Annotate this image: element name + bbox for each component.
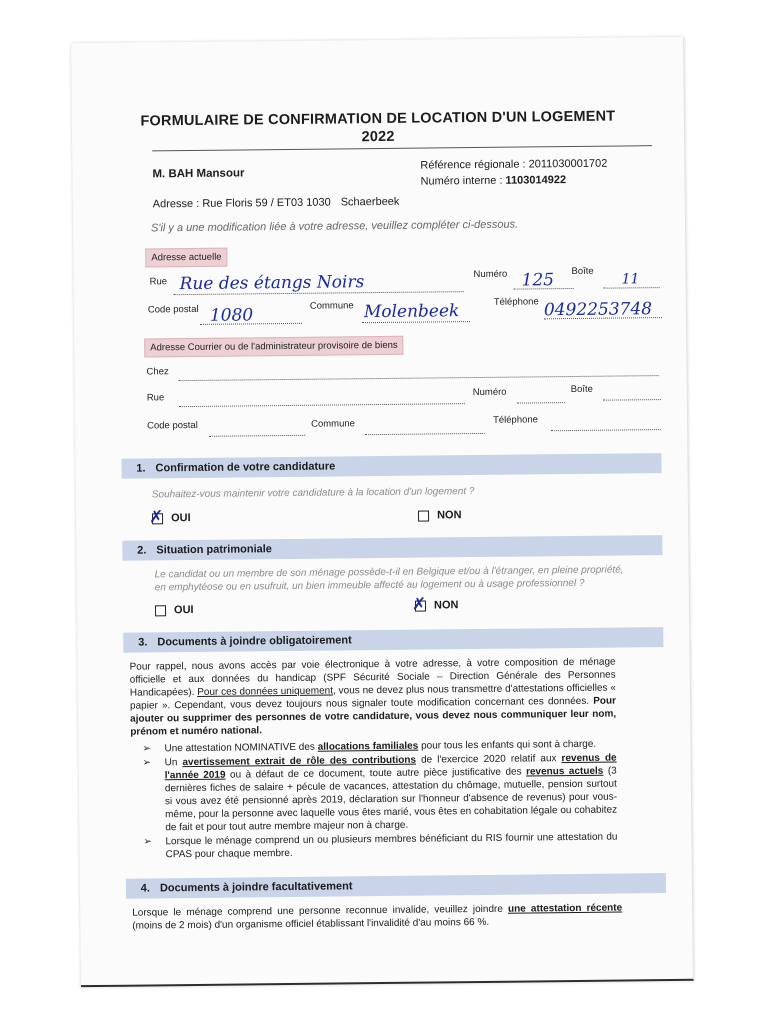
section-2-header <box>122 535 662 561</box>
arrow-bullet-icon: ➢ <box>142 757 152 769</box>
mail-commune-line[interactable] <box>365 433 485 435</box>
mail-address-box: Adresse Courrier ou de l'administrateur provisoire de biens <box>144 336 404 358</box>
section-2-question <box>155 563 655 594</box>
address-label: Adresse : <box>152 197 203 211</box>
b2-c: de l'exercice 2020 relatif aux <box>415 753 562 766</box>
section-2-non-option[interactable] <box>411 594 459 615</box>
box-number-label: Boîte <box>571 265 594 278</box>
current-address-box: Adresse actuelle <box>145 248 227 268</box>
b1-b: allocations familiales <box>317 740 419 753</box>
number-label: Numéro <box>473 268 508 281</box>
applicant-name: M. BAH Mansour <box>152 167 245 181</box>
ref-value: 2011030001702 <box>528 157 608 171</box>
s3-text-d: Pour ajouter ou supprimer des personnes de votre candidature, vous devez nous communiquer leur nom, prénom et numéro national. <box>130 695 617 738</box>
checkbox-icon[interactable] <box>411 594 427 615</box>
phone-value[interactable]: 0492253748 <box>543 299 653 321</box>
mail-phone-line[interactable] <box>551 429 661 431</box>
mail-street-label: Rue <box>146 392 165 404</box>
b2-d: revenus de l'année 2019 <box>164 752 617 782</box>
s3-text-c: , vous ne devez plus nous transmettre d'attestations officielles « papier ». Cependant, vous devez toujours nous signaler toute modification concernant ces données. <box>129 682 616 712</box>
b2-f: revenus actuels <box>525 765 604 778</box>
checkbox-icon[interactable] <box>148 506 164 528</box>
mail-postal-line[interactable] <box>209 435 305 437</box>
address-commune: Schaerbeek <box>340 195 400 209</box>
commune-label: Commune <box>309 300 354 312</box>
b1-a: Une attestation NOMINATIVE des <box>164 741 318 755</box>
s4-text-b: une attestation récente <box>507 902 623 915</box>
mail-number-label: Numéro <box>472 386 507 399</box>
b2-a: Un <box>164 757 183 769</box>
section-3-header <box>123 627 663 653</box>
section-1-number: 1. <box>136 462 146 475</box>
mail-phone-label: Téléphone <box>492 414 539 426</box>
section-2-number: 2. <box>137 544 147 557</box>
mail-number-line[interactable] <box>517 402 565 404</box>
s3-text-b: Pour ces données uniquement <box>197 685 334 698</box>
oui-label: OUI <box>173 603 194 617</box>
internal-value: 1103014922 <box>505 174 567 187</box>
b1-c: pour tous les enfants qui sont à charge. <box>418 738 597 752</box>
list-item <box>143 831 617 862</box>
section-2-question-line1: Le candidat ou un membre de son ménage possède-t-il en Belgique et/ou à l'étranger, en pleine propriété, <box>154 564 624 581</box>
mail-commune-label: Commune <box>311 418 355 430</box>
mail-box-line[interactable] <box>603 399 661 401</box>
b2-e: ou à défaut de ce document, toute autre pièce justificative des <box>225 766 527 781</box>
form-page <box>71 37 694 987</box>
section-4-paragraph <box>132 902 622 933</box>
section-2-oui-option[interactable] <box>155 604 194 616</box>
form-title-line1: FORMULAIRE DE CONFIRMATION DE LOCATION D'UN LOGEMENT <box>140 108 616 130</box>
checkbox-icon[interactable] <box>418 510 429 521</box>
section-3-title: Documents à joindre obligatoirement <box>157 634 352 649</box>
arrow-bullet-icon: ➢ <box>142 743 151 755</box>
non-label: NON <box>433 599 459 612</box>
form-title-year: 2022 <box>361 128 395 146</box>
postal-value[interactable]: 1080 <box>209 305 254 326</box>
section-4-number: 4. <box>140 882 150 895</box>
section-2-title: Situation patrimoniale <box>156 543 272 557</box>
section-4-header <box>126 873 666 899</box>
internal-label: Numéro interne : <box>420 174 506 188</box>
commune-value[interactable]: Molenbeek <box>363 301 460 323</box>
applicant-address <box>153 196 400 211</box>
section-3-number: 3. <box>138 636 148 649</box>
mail-street-line[interactable] <box>179 403 465 407</box>
chez-label: Chez <box>146 366 169 378</box>
mail-postal-label: Code postal <box>147 419 198 432</box>
b3-text: Lorsque le ménage comprend un ou plusieurs membres bénéficiant du RIS fournir une attestation du CPAS pour chaque membre. <box>165 831 618 861</box>
chez-line[interactable] <box>179 375 659 381</box>
s3-text-a: Pour rappel, nous avons accès par voie électronique à votre adresse, à votre composition de ménage officielle et aux données du handicap (SPF Sécurité Sociale – Direction Générale des Personnes Handicapées). <box>129 656 616 699</box>
postal-label: Code postal <box>147 303 199 316</box>
list-item <box>143 752 618 835</box>
reference-block <box>420 156 607 190</box>
non-label: NON <box>436 509 462 522</box>
s4-text-c: (moins de 2 mois) d'un organisme officiel établissant l'invalidité d'au moins 66 %. <box>132 916 490 932</box>
change-hint: S'il y a une modification liée à votre adresse, veuillez compléter ci-dessous. <box>150 218 519 235</box>
street-label: Rue <box>149 276 168 288</box>
oui-label: OUI <box>170 512 191 525</box>
section-3-paragraph <box>130 656 617 739</box>
street-value[interactable]: Rue des étangs Noirs <box>179 272 365 295</box>
mail-box-label: Boîte <box>570 383 593 396</box>
arrow-bullet-icon: ➢ <box>143 836 152 848</box>
section-1-oui-option[interactable] <box>148 506 191 528</box>
phone-label: Téléphone <box>493 296 539 308</box>
check-x-icon: ✗ <box>148 506 164 528</box>
number-value[interactable]: 125 <box>521 270 555 291</box>
box-number-value[interactable]: 11 <box>621 271 640 288</box>
b2-g: (3 dernières fiches de salaire + pécule de vacances, attestation du chômage, mutuelle, pension surtout si vous avez été pensionné après 2019, déclaration sur l'honneur d'absence de revenus) pour vous-même, pour la personne avec laquelle vous êtes marié, vous êtes en cohabitation légale ou cohabitez de fait et pour tout autre membre majeur non à charge. <box>164 765 618 834</box>
form-title <box>92 107 664 149</box>
checkbox-icon[interactable] <box>155 605 166 616</box>
ref-label: Référence régionale : <box>420 158 529 172</box>
address-value: Rue Floris 59 / ET03 1030 <box>202 196 331 210</box>
section-2-question-line2: en emphytéose ou en usufruit, un bien immeuble affecté au logement ou à usage professionnel ? <box>154 577 585 594</box>
section-3-bullets <box>142 738 617 863</box>
section-1-question: Souhaitez-vous maintenir votre candidature à la location d'un logement ? <box>151 486 475 501</box>
section-1-header <box>121 453 661 479</box>
section-1-title: Confirmation de votre candidature <box>155 460 336 475</box>
check-x-icon: ✗ <box>411 594 427 615</box>
b2-b: avertissement extrait de rôle des contributions <box>182 754 417 769</box>
section-1-non-option[interactable] <box>418 509 462 521</box>
section-4-title: Documents à joindre facultativement <box>159 880 353 895</box>
s4-text-a: Lorsque le ménage comprend une personne reconnue invalide, veuillez joindre <box>132 903 509 919</box>
